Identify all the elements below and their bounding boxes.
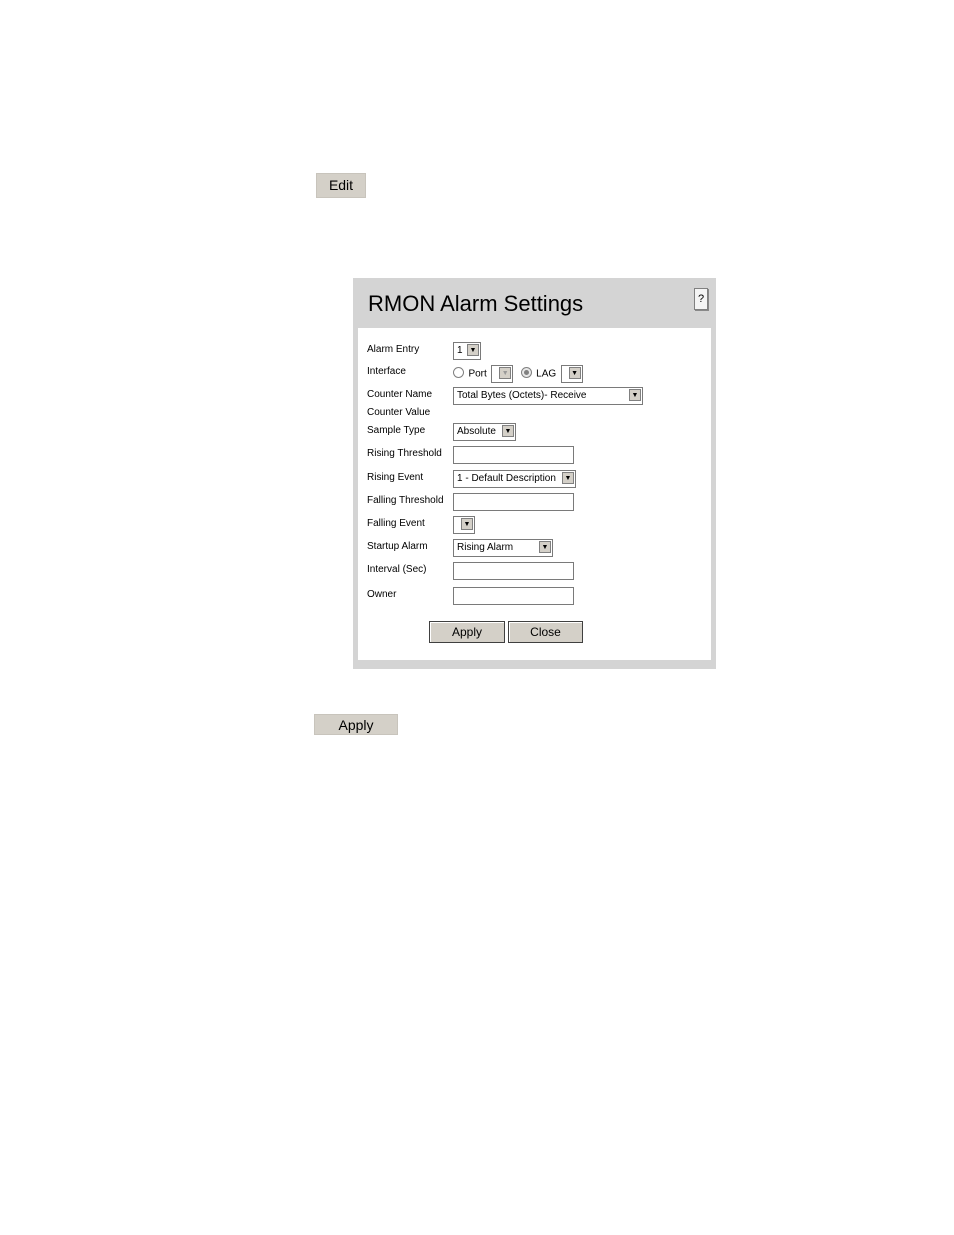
alarm-entry-label: Alarm Entry xyxy=(367,344,420,355)
chevron-down-icon: ▼ xyxy=(461,518,473,530)
lag-radio[interactable] xyxy=(521,367,532,378)
owner-label: Owner xyxy=(367,589,397,600)
chevron-down-icon: ▼ xyxy=(499,367,511,379)
rising-event-select[interactable]: 1 - Default Description ▼ xyxy=(453,470,576,488)
falling-threshold-row xyxy=(367,493,702,511)
chevron-down-icon: ▼ xyxy=(539,541,551,553)
rising-threshold-row xyxy=(367,446,702,464)
rising-event-row xyxy=(367,470,702,488)
edit-button[interactable]: Edit xyxy=(316,173,366,198)
falling-threshold-input[interactable] xyxy=(453,493,574,511)
sample-type-select[interactable]: Absolute ▼ xyxy=(453,423,516,441)
interval-input[interactable] xyxy=(453,562,574,580)
rising-threshold-label: Rising Threshold xyxy=(367,448,442,459)
sample-type-row xyxy=(367,423,702,441)
startup-alarm-row xyxy=(367,539,702,557)
counter-value-label: Counter Value xyxy=(367,407,431,418)
owner-row xyxy=(367,587,702,605)
falling-event-row xyxy=(367,516,702,534)
lag-radio-label: LAG xyxy=(536,368,557,380)
counter-name-label: Counter Name xyxy=(367,389,433,400)
interface-label: Interface xyxy=(367,366,406,377)
counter-name-row xyxy=(367,387,702,405)
dialog-close-button[interactable]: Close xyxy=(508,621,583,643)
rising-event-label: Rising Event xyxy=(367,472,424,483)
chevron-down-icon: ▼ xyxy=(502,425,514,437)
rising-threshold-input[interactable] xyxy=(453,446,574,464)
chevron-down-icon: ▼ xyxy=(562,472,574,484)
chevron-down-icon: ▼ xyxy=(467,344,479,356)
startup-alarm-label: Startup Alarm xyxy=(367,541,428,552)
dialog-apply-button[interactable]: Apply xyxy=(429,621,505,643)
startup-alarm-select[interactable]: Rising Alarm ▼ xyxy=(453,539,553,557)
apply-button[interactable]: Apply xyxy=(314,714,398,735)
interval-label: Interval (Sec) xyxy=(367,564,427,575)
sample-type-label: Sample Type xyxy=(367,425,426,436)
port-radio[interactable] xyxy=(453,367,464,378)
owner-input[interactable] xyxy=(453,587,574,605)
falling-threshold-label: Falling Threshold xyxy=(367,495,444,506)
help-button[interactable]: ? xyxy=(694,288,708,310)
rmon-alarm-settings-dialog xyxy=(353,278,716,669)
interface-row xyxy=(367,364,702,382)
counter-name-select[interactable]: Total Bytes (Octets)- Receive ▼ xyxy=(453,387,643,405)
dialog-title: RMON Alarm Settings xyxy=(368,291,584,316)
falling-event-label: Falling Event xyxy=(367,518,425,529)
dialog-body xyxy=(358,328,711,660)
falling-event-select[interactable] xyxy=(453,516,475,534)
alarm-entry-select[interactable]: 1 ▼ xyxy=(453,342,481,360)
lag-select[interactable] xyxy=(561,365,583,383)
alarm-entry-row xyxy=(367,342,702,360)
chevron-down-icon: ▼ xyxy=(629,389,641,401)
interval-row xyxy=(367,562,702,580)
chevron-down-icon: ▼ xyxy=(569,367,581,379)
counter-value-row xyxy=(367,405,702,423)
port-select[interactable] xyxy=(491,365,513,383)
port-radio-label: Port xyxy=(468,368,487,380)
